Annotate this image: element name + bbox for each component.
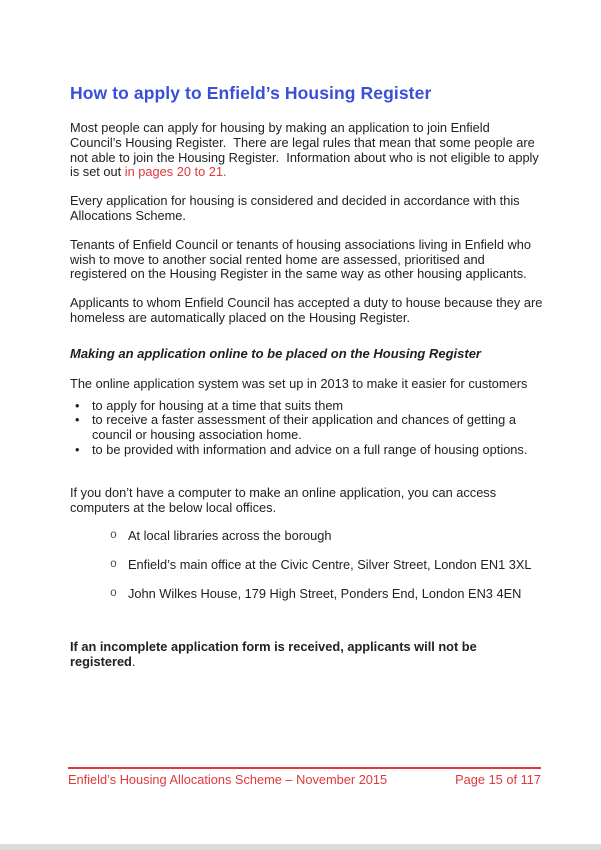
circle-bullet-icon: o: [110, 529, 117, 543]
eligibility-pages-reference: in pages 20 to 21.: [124, 164, 227, 180]
paragraph-homeless-duty: Applicants to whom Enfield Council has accepted a duty to house because they are homeless are automatically placed on the Housing Register.: [70, 295, 546, 325]
list-item: [70, 399, 543, 414]
list-item-text: to apply for housing at a time that suits them: [92, 397, 344, 413]
warning-bold-text: If an incomplete application form is received, applicants will not be registered: [70, 638, 477, 669]
list-item: [70, 529, 543, 544]
intro-paragraph-eligibility: [70, 121, 543, 180]
circle-bullet-icon: o: [110, 586, 117, 600]
online-benefits-list: [70, 399, 543, 458]
warning-period: .: [131, 653, 136, 669]
list-item: [70, 413, 543, 443]
circle-bullet-icon: o: [110, 558, 117, 572]
list-item-text: to be provided with information and advice on a full range of housing options.: [92, 441, 528, 457]
list-item-text: to receive a faster assessment of their application and chances of getting a council or housing association home.: [92, 412, 516, 443]
page-footer: [68, 767, 541, 787]
paragraph-allocations-scheme: Every application for housing is considered and decided in accordance with this Allocations Scheme.: [70, 193, 523, 223]
list-item-text: At local libraries across the borough: [128, 528, 332, 544]
bullet-icon: •: [75, 441, 80, 457]
footer-document-title: Enfield’s Housing Allocations Scheme – November 2015: [68, 772, 388, 787]
office-locations-list: [70, 529, 543, 601]
section-heading-online-application: Making an application online to be placed on the Housing Register: [70, 345, 481, 361]
list-item: [70, 443, 543, 458]
footer-page-number: Page 15 of 117: [455, 772, 541, 787]
bullet-icon: •: [75, 412, 80, 428]
list-item-text: John Wilkes House, 179 High Street, Ponders End, London EN3 4EN: [128, 585, 522, 601]
list-item: [70, 587, 543, 602]
online-system-intro: The online application system was set up in 2013 to make it easier for customers: [70, 375, 528, 391]
paragraph-tenants: Tenants of Enfield Council or tenants of housing associations living in Enfield who wish to move to another social rented home are assessed, prioritised and registered on the Housing Register in the same way as other housing applicants.: [70, 236, 535, 282]
page-content: [70, 83, 546, 669]
bullet-icon: •: [75, 397, 80, 413]
list-item: [70, 558, 543, 573]
intro-paragraph-black-text: Most people can apply for housing by making an application to join Enfield Council’s Housing Register. There are legal rules that mean that some people are not able to join the Housing Register. Information about who is not eligible to apply is set out: [70, 120, 543, 180]
incomplete-form-warning: [70, 640, 543, 670]
page-bottom-edge: [0, 844, 601, 850]
page-title: How to apply to Enfield’s Housing Register: [70, 83, 432, 103]
list-item-text: Enfield’s main office at the Civic Centre, Silver Street, London EN1 3XL: [128, 557, 532, 573]
offices-intro: If you don’t have a computer to make an online application, you can access computers at the below local offices.: [70, 484, 500, 515]
